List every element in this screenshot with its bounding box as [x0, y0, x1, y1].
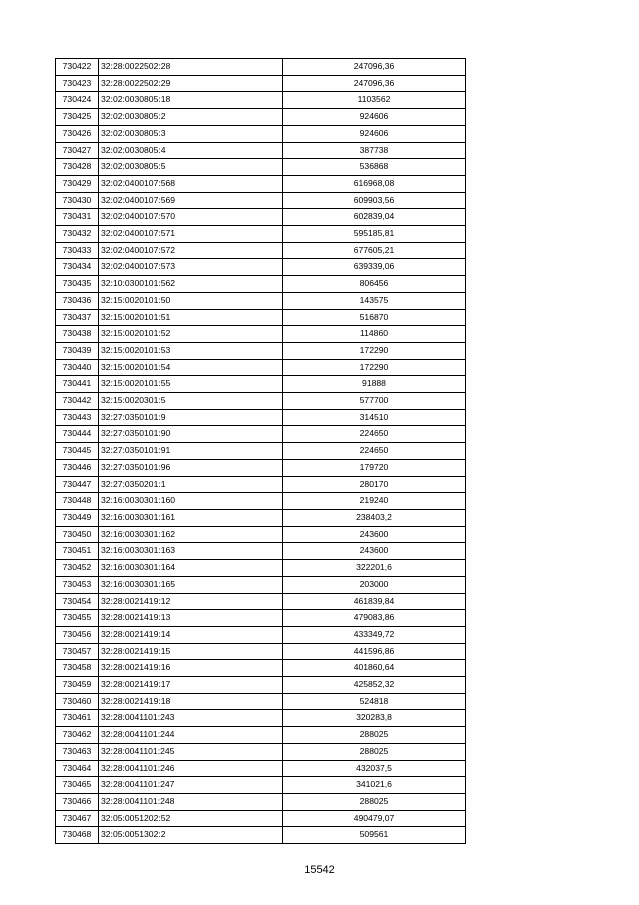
row-id-cell: 730465 [56, 777, 99, 794]
cadastral-number-cell: 32:27:0350101:96 [99, 459, 283, 476]
table-row [56, 509, 466, 526]
cadastral-number-cell: 32:02:0400107:569 [99, 192, 283, 209]
table-row [56, 576, 466, 593]
row-id-cell: 730428 [56, 159, 99, 176]
row-id-cell: 730452 [56, 560, 99, 577]
row-id-cell: 730439 [56, 342, 99, 359]
table-row [56, 443, 466, 460]
cadastral-number-cell: 32:02:0030805:4 [99, 142, 283, 159]
value-cell: 577700 [283, 393, 466, 410]
value-cell: 322201,6 [283, 560, 466, 577]
value-cell: 387738 [283, 142, 466, 159]
table-row [56, 92, 466, 109]
row-id-cell: 730427 [56, 142, 99, 159]
value-cell: 288025 [283, 743, 466, 760]
table-row [56, 526, 466, 543]
cadastral-number-cell: 32:28:0021419:16 [99, 660, 283, 677]
cadastral-number-cell: 32:16:0030301:163 [99, 543, 283, 560]
cadastral-number-cell: 32:16:0030301:165 [99, 576, 283, 593]
cadastral-number-cell: 32:28:0021419:18 [99, 693, 283, 710]
cadastral-number-cell: 32:28:0021419:12 [99, 593, 283, 610]
table-row [56, 109, 466, 126]
row-id-cell: 730455 [56, 610, 99, 627]
table-row [56, 543, 466, 560]
value-cell: 114860 [283, 326, 466, 343]
value-cell: 595185,81 [283, 226, 466, 243]
value-cell: 203000 [283, 576, 466, 593]
cadastral-number-cell: 32:05:0051202:52 [99, 810, 283, 827]
row-id-cell: 730451 [56, 543, 99, 560]
table-row [56, 459, 466, 476]
cadastral-number-cell: 32:28:0041101:248 [99, 793, 283, 810]
table-row [56, 426, 466, 443]
table-body [56, 59, 466, 844]
row-id-cell: 730445 [56, 443, 99, 460]
row-id-cell: 730467 [56, 810, 99, 827]
row-id-cell: 730460 [56, 693, 99, 710]
row-id-cell: 730450 [56, 526, 99, 543]
table-row [56, 810, 466, 827]
cadastral-number-cell: 32:28:0041101:245 [99, 743, 283, 760]
row-id-cell: 730464 [56, 760, 99, 777]
value-cell: 924606 [283, 109, 466, 126]
value-cell: 91888 [283, 376, 466, 393]
table-row [56, 393, 466, 410]
cadastral-number-cell: 32:15:0020101:50 [99, 292, 283, 309]
table-row [56, 226, 466, 243]
row-id-cell: 730462 [56, 727, 99, 744]
row-id-cell: 730432 [56, 226, 99, 243]
value-cell: 524818 [283, 693, 466, 710]
table-row [56, 59, 466, 76]
table-row [56, 409, 466, 426]
row-id-cell: 730426 [56, 125, 99, 142]
table-row [56, 292, 466, 309]
value-cell: 314510 [283, 409, 466, 426]
cadastral-number-cell: 32:28:0041101:247 [99, 777, 283, 794]
row-id-cell: 730468 [56, 827, 99, 844]
value-cell: 401860,64 [283, 660, 466, 677]
row-id-cell: 730466 [56, 793, 99, 810]
value-cell: 602839,04 [283, 209, 466, 226]
value-cell: 536868 [283, 159, 466, 176]
row-id-cell: 730424 [56, 92, 99, 109]
row-id-cell: 730463 [56, 743, 99, 760]
cadastral-number-cell: 32:28:0021419:15 [99, 643, 283, 660]
value-cell: 179720 [283, 459, 466, 476]
value-cell: 441596,86 [283, 643, 466, 660]
cadastral-number-cell: 32:02:0030805:2 [99, 109, 283, 126]
table-row [56, 142, 466, 159]
table-row [56, 159, 466, 176]
cadastral-number-cell: 32:16:0030301:162 [99, 526, 283, 543]
value-cell: 341021,6 [283, 777, 466, 794]
table-row [56, 192, 466, 209]
row-id-cell: 730461 [56, 710, 99, 727]
table-row [56, 626, 466, 643]
row-id-cell: 730430 [56, 192, 99, 209]
table-row [56, 727, 466, 744]
value-cell: 609903,56 [283, 192, 466, 209]
table-row [56, 793, 466, 810]
row-id-cell: 730454 [56, 593, 99, 610]
cadastral-number-cell: 32:16:0030301:160 [99, 493, 283, 510]
value-cell: 219240 [283, 493, 466, 510]
row-id-cell: 730433 [56, 242, 99, 259]
cadastral-number-cell: 32:28:0021419:17 [99, 677, 283, 694]
row-id-cell: 730436 [56, 292, 99, 309]
value-cell: 172290 [283, 342, 466, 359]
row-id-cell: 730429 [56, 175, 99, 192]
value-cell: 224650 [283, 426, 466, 443]
cadastral-number-cell: 32:02:0030805:18 [99, 92, 283, 109]
table-row [56, 610, 466, 627]
cadastral-number-cell: 32:15:0020101:54 [99, 359, 283, 376]
value-cell: 224650 [283, 443, 466, 460]
cadastral-number-cell: 32:15:0020101:52 [99, 326, 283, 343]
cadastral-number-cell: 32:05:0051302:2 [99, 827, 283, 844]
value-cell: 677605,21 [283, 242, 466, 259]
value-cell: 247096,36 [283, 75, 466, 92]
cadastral-number-cell: 32:28:0022502:29 [99, 75, 283, 92]
table-row [56, 242, 466, 259]
page-number: 15542 [304, 864, 335, 876]
table-row [56, 75, 466, 92]
cadastral-number-cell: 32:15:0020101:53 [99, 342, 283, 359]
cadastral-number-cell: 32:02:0030805:3 [99, 125, 283, 142]
row-id-cell: 730449 [56, 509, 99, 526]
table-row [56, 259, 466, 276]
cadastral-number-cell: 32:16:0030301:164 [99, 560, 283, 577]
cadastral-number-cell: 32:02:0400107:572 [99, 242, 283, 259]
value-cell: 243600 [283, 543, 466, 560]
cadastral-number-cell: 32:27:0350201:1 [99, 476, 283, 493]
table-row [56, 760, 466, 777]
row-id-cell: 730423 [56, 75, 99, 92]
cadastral-number-cell: 32:15:0020101:55 [99, 376, 283, 393]
value-cell: 516870 [283, 309, 466, 326]
row-id-cell: 730453 [56, 576, 99, 593]
value-cell: 288025 [283, 793, 466, 810]
table-row [56, 827, 466, 844]
table-row [56, 710, 466, 727]
row-id-cell: 730447 [56, 476, 99, 493]
table-row [56, 743, 466, 760]
table-row [56, 560, 466, 577]
row-id-cell: 730456 [56, 626, 99, 643]
value-cell: 433349,72 [283, 626, 466, 643]
cadastral-number-cell: 32:02:0400107:571 [99, 226, 283, 243]
cadastral-number-cell: 32:27:0350101:9 [99, 409, 283, 426]
value-cell: 247096,36 [283, 59, 466, 76]
table-row [56, 309, 466, 326]
cadastral-number-cell: 32:28:0041101:244 [99, 727, 283, 744]
table-row [56, 777, 466, 794]
table-row [56, 326, 466, 343]
cadastral-number-cell: 32:28:0021419:14 [99, 626, 283, 643]
cadastral-number-cell: 32:28:0041101:246 [99, 760, 283, 777]
table-row [56, 175, 466, 192]
table-row [56, 593, 466, 610]
cadastral-number-cell: 32:27:0350101:90 [99, 426, 283, 443]
row-id-cell: 730435 [56, 276, 99, 293]
value-cell: 616968,08 [283, 175, 466, 192]
value-cell: 806456 [283, 276, 466, 293]
cadastral-number-cell: 32:15:0020101:51 [99, 309, 283, 326]
row-id-cell: 730438 [56, 326, 99, 343]
cadastral-number-cell: 32:28:0021419:13 [99, 610, 283, 627]
row-id-cell: 730458 [56, 660, 99, 677]
row-id-cell: 730444 [56, 426, 99, 443]
row-id-cell: 730441 [56, 376, 99, 393]
row-id-cell: 730425 [56, 109, 99, 126]
value-cell: 432037,5 [283, 760, 466, 777]
cadastral-number-cell: 32:28:0041101:243 [99, 710, 283, 727]
value-cell: 288025 [283, 727, 466, 744]
row-id-cell: 730448 [56, 493, 99, 510]
cadastral-number-cell: 32:16:0030301:161 [99, 509, 283, 526]
value-cell: 479083,86 [283, 610, 466, 627]
value-cell: 639339,06 [283, 259, 466, 276]
row-id-cell: 730457 [56, 643, 99, 660]
table-row [56, 677, 466, 694]
table-row [56, 209, 466, 226]
table-row [56, 660, 466, 677]
row-id-cell: 730431 [56, 209, 99, 226]
value-cell: 490479,07 [283, 810, 466, 827]
value-cell: 425852,32 [283, 677, 466, 694]
table-row [56, 376, 466, 393]
row-id-cell: 730442 [56, 393, 99, 410]
cadastral-number-cell: 32:10:0300101:562 [99, 276, 283, 293]
table-row [56, 693, 466, 710]
table-row [56, 276, 466, 293]
value-cell: 1103562 [283, 92, 466, 109]
value-cell: 238403,2 [283, 509, 466, 526]
row-id-cell: 730446 [56, 459, 99, 476]
value-cell: 924606 [283, 125, 466, 142]
cadastral-number-cell: 32:02:0400107:570 [99, 209, 283, 226]
row-id-cell: 730440 [56, 359, 99, 376]
cadastral-number-cell: 32:02:0030805:5 [99, 159, 283, 176]
row-id-cell: 730434 [56, 259, 99, 276]
value-cell: 280170 [283, 476, 466, 493]
row-id-cell: 730422 [56, 59, 99, 76]
table-row [56, 342, 466, 359]
cadastral-number-cell: 32:02:0400107:568 [99, 175, 283, 192]
row-id-cell: 730437 [56, 309, 99, 326]
table-row [56, 643, 466, 660]
value-cell: 461839,84 [283, 593, 466, 610]
cadastral-number-cell: 32:28:0022502:28 [99, 59, 283, 76]
cadastral-value-table [55, 58, 466, 844]
cadastral-number-cell: 32:02:0400107:573 [99, 259, 283, 276]
cadastral-number-cell: 32:27:0350101:91 [99, 443, 283, 460]
value-cell: 509561 [283, 827, 466, 844]
value-cell: 143575 [283, 292, 466, 309]
value-cell: 243600 [283, 526, 466, 543]
cadastral-number-cell: 32:15:0020301:5 [99, 393, 283, 410]
table-row [56, 359, 466, 376]
table-row [56, 476, 466, 493]
row-id-cell: 730459 [56, 677, 99, 694]
table-row [56, 493, 466, 510]
value-cell: 320283,8 [283, 710, 466, 727]
row-id-cell: 730443 [56, 409, 99, 426]
table-row [56, 125, 466, 142]
value-cell: 172290 [283, 359, 466, 376]
